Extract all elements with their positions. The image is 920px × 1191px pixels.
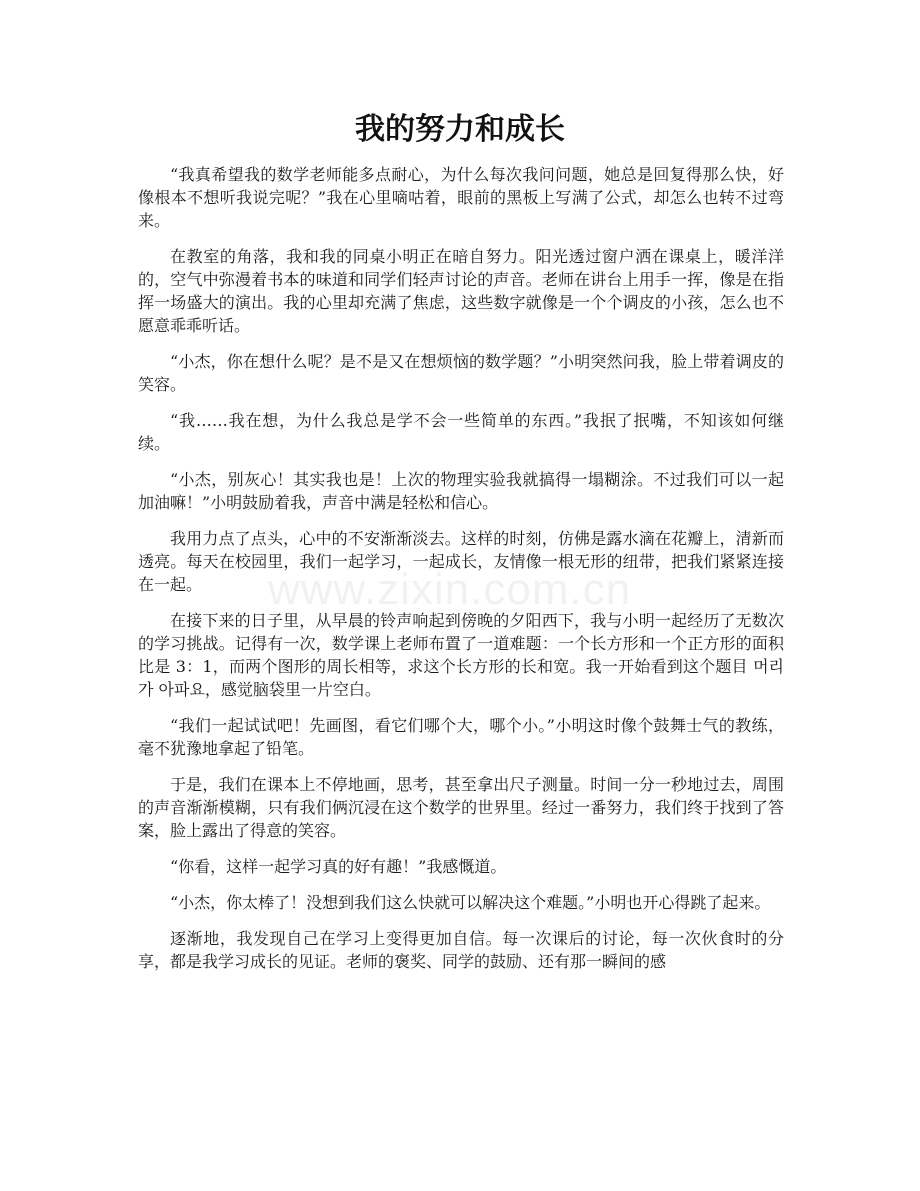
- paragraph-2: 在教室的角落，我和我的同桌小明正在暗自努力。阳光透过窗户洒在课桌上，暖洋洋的，空气中弥漫着书本的味道和同学们轻声讨论的声音。老师在讲台上用手一挥，像是在指挥一场盛大的演出。我的心里却充满了焦虑，这些数字就像是一个个调皮的小孩，怎么也不愿意乖乖听话。: [138, 247, 784, 335]
- paragraph-4: “我……我在想，为什么我总是学不会一些简单的东西。”我抿了抿嘴，不知该如何继续。: [138, 411, 784, 453]
- paragraph-5: “小杰，别灰心！其实我也是！上次的物理实验我就搞得一塌糊涂。不过我们可以一起加油嘛！”小明鼓励着我，声音中满是轻松和信心。: [138, 470, 784, 512]
- paragraph-7-text: 在接下来的日子里，从早晨的铃声响起到傍晚的夕阳西下，我与小明一起经历了无数次的学习挑战。记得有一次，数学课上老师布置了一道难题：一个长方形和一个正方形的面积比是 3：1，而两个图形的周长相等，求这个长方形的长和宽。我一开始看到这个题目: [138, 611, 784, 676]
- korean-phrase: 머리가 아파요: [138, 657, 784, 699]
- paragraph-8: “我们一起试试吧！先画图，看它们哪个大，哪个小。”小明这时像个鼓舞士气的教练，毫不犹豫地拿起了铅笔。: [138, 716, 784, 758]
- paragraph-12: 逐渐地，我发现自己在学习上变得更加自信。每一次课后的讨论，每一次伙食时的分享，都是我学习成长的见证。老师的褒奖、同学的鼓励、还有那一瞬间的感: [138, 929, 784, 971]
- paragraph-11: “小杰，你太棒了！没想到我们这么快就可以解决这个难题。”小明也开心得跳了起来。: [170, 893, 771, 912]
- watermark: www.zixin.com.cn: [268, 565, 632, 614]
- paragraph-7: [138, 609, 784, 701]
- document-title: 我的努力和成长: [355, 112, 565, 147]
- document-body: [138, 163, 784, 973]
- paragraph-3: “小杰，你在想什么呢？是不是又在想烦恼的数学题？”小明突然问我，脸上带着调皮的笑容。: [138, 352, 784, 394]
- paragraph-6: 我用力点了点头，心中的不安渐渐淡去。这样的时刻，仿佛是露水滴在花瓣上，清新而透亮。每天在校园里，我们一起学习，一起成长，友情像一根无形的纽带，把我们紧紧连接在一起。: [138, 529, 784, 594]
- paragraph-9: 于是，我们在课本上不停地画，思考，甚至拿出尺子测量。时间一分一秒地过去，周围的声音渐渐模糊，只有我们俩沉浸在这个数学的世界里。经过一番努力，我们终于找到了答案，脸上露出了得意的笑容。: [138, 775, 784, 840]
- paragraph-10: “你看，这样一起学习真的好有趣！”我感慨道。: [170, 857, 507, 876]
- paragraph-1: “我真希望我的数学老师能多点耐心，为什么每次我问问题，她总是回复得那么快，好像根本不想听我说完呢？”我在心里嘀咕着，眼前的黑板上写满了公式，却怎么也转不过弯来。: [138, 165, 784, 230]
- paragraph-7-end: ，感觉脑袋里一片空白。: [204, 680, 381, 699]
